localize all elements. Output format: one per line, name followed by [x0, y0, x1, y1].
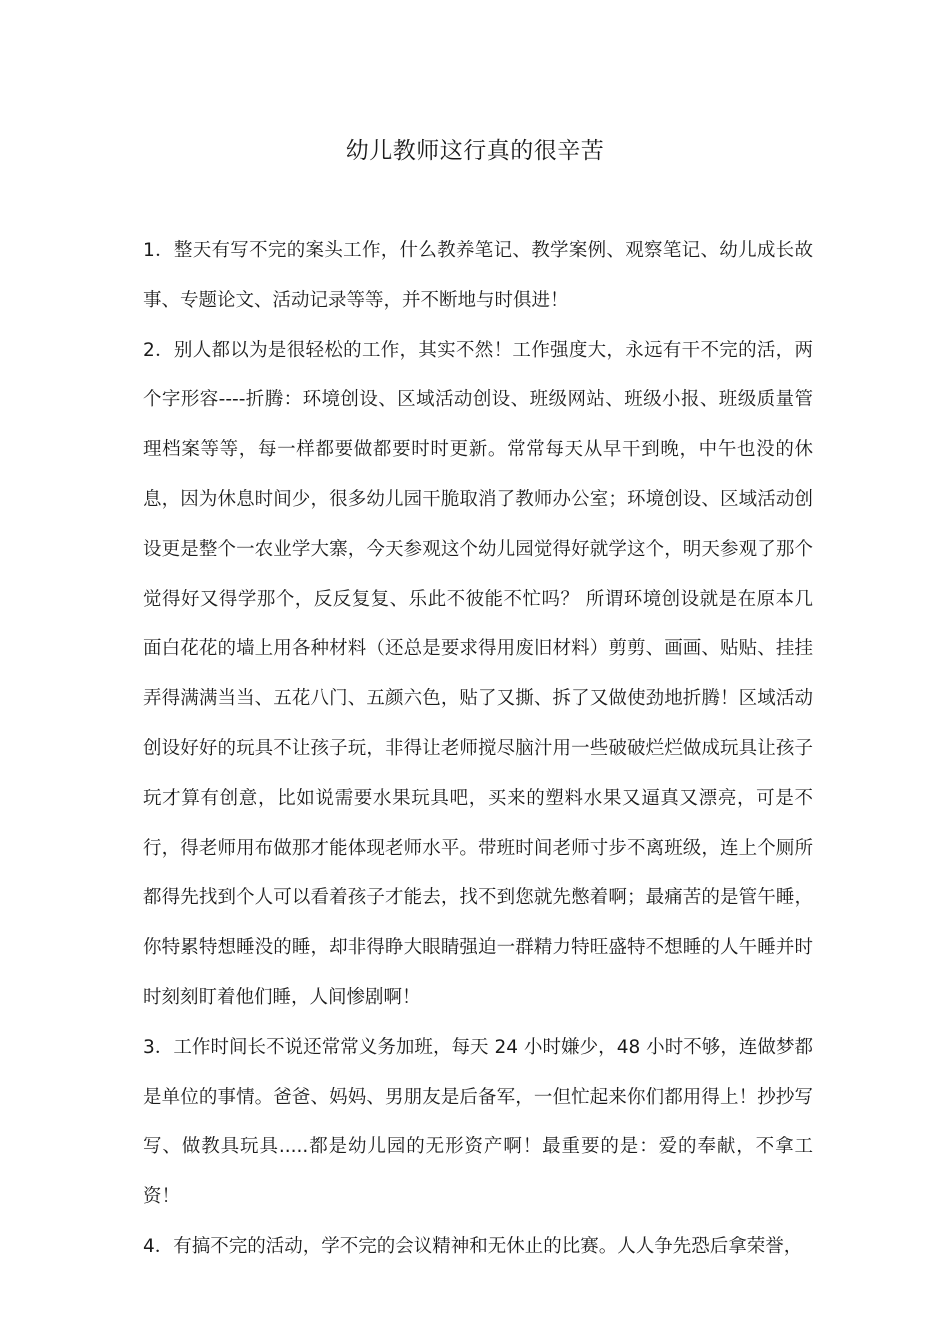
paragraph-4: 4．有搞不完的活动，学不完的会议精神和无休止的比赛。人人争先恐后拿荣誉，: [143, 1235, 803, 1257]
document-body: [143, 226, 813, 1272]
paragraph-3: 3．工作时间长不说还常常义务加班，每天 24 小时嫌少，48 小时不够，连做梦都是单位的事情。爸爸、妈妈、男朋友是后备军，一但忙起来你们都用得上！抄抄写写、做教具玩具.....都是幼儿园的无形资产啊！最重要的是：爱的奉献，不拿工资！: [143, 1036, 813, 1208]
paragraph-2: 2．别人都以为是很轻松的工作，其实不然！工作强度大，永远有干不完的活，两个字形容----折腾：环境创设、区域活动创设、班级网站、班级小报、班级质量管理档案等等，每一样都要做都要时时更新。常常每天从早干到晚，中午也没的休息，因为休息时间少，很多幼儿园干脆取消了教师办公室；环境创设、区域活动创设更是整个一农业学大寨，今天参观这个幼儿园觉得好就学这个，明天参观了那个觉得好又得学那个，反反复复、乐此不彼能不忙吗？ 所谓环境创设就是在原本几面白花花的墙上用各种材料（还总是要求得用废旧材料）剪剪、画画、贴贴、挂挂弄得满满当当、五花八门、五颜六色，贴了又撕、拆了又做使劲地折腾！区域活动创设好好的玩具不让孩子玩，非得让老师搅尽脑汁用一些破破烂烂做成玩具让孩子玩才算有创意，比如说需要水果玩具吧，买来的塑料水果又逼真又漂亮，可是不行，得老师用布做那才能体现老师水平。带班时间老师寸步不离班级，连上个厕所都得先找到个人可以看着孩子才能去，找不到您就先憋着啊；最痛苦的是管午睡，你特累特想睡没的睡，却非得睁大眼睛强迫一群精力特旺盛特不想睡的人午睡并时时刻刻盯着他们睡，人间惨剧啊！: [143, 339, 813, 1008]
paragraph-1: 1．整天有写不完的案头工作，什么教养笔记、教学案例、观察笔记、幼儿成长故事、专题论文、活动记录等等，并不断地与时俱进！: [143, 240, 813, 311]
document-title: 幼儿教师这行真的很辛苦: [345, 138, 605, 164]
